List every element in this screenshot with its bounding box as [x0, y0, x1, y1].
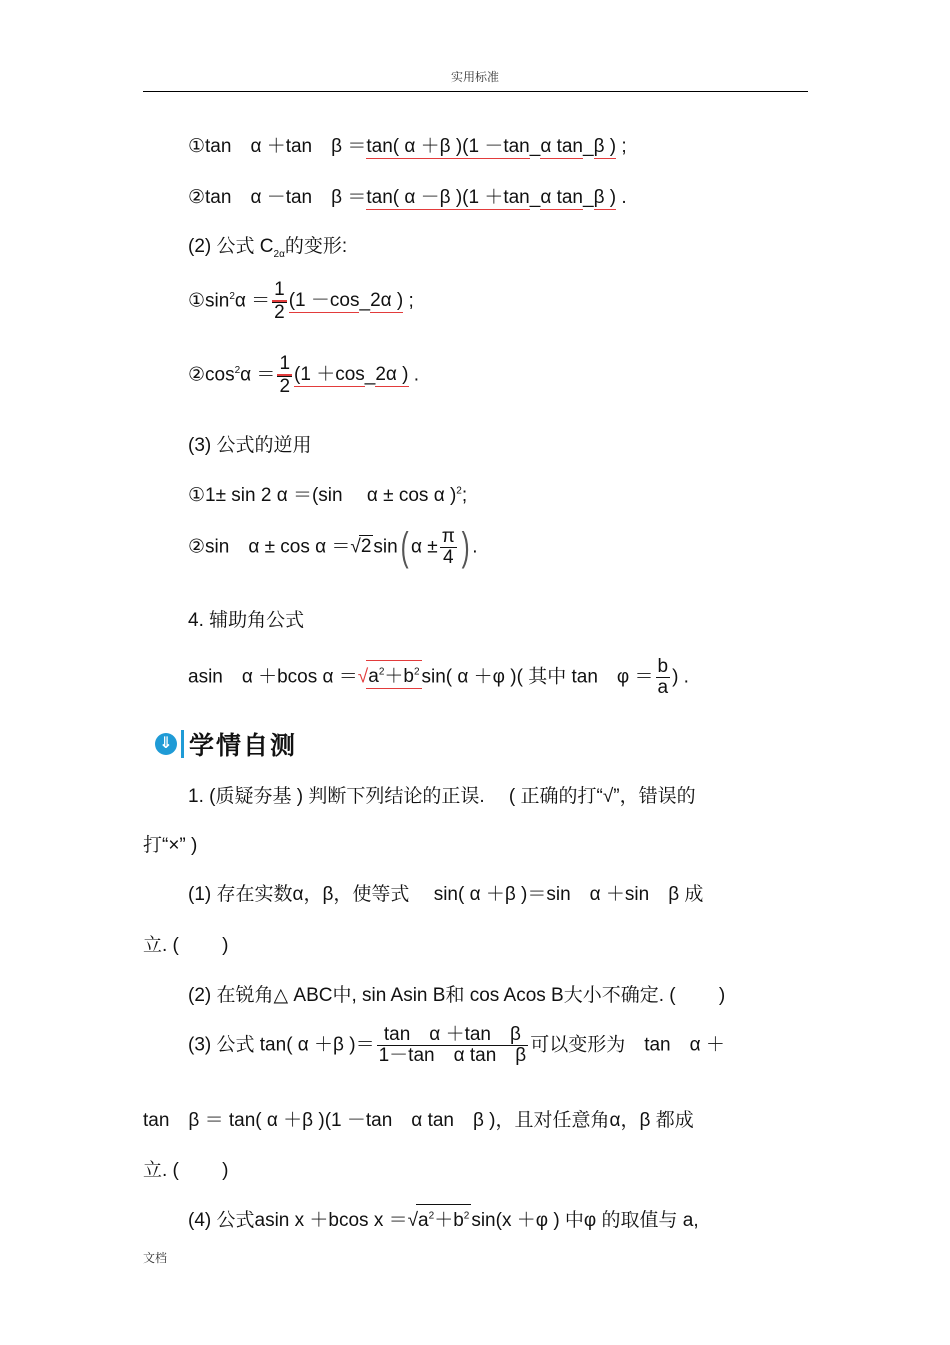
radicand-b: ＋b	[384, 666, 414, 688]
formula-text: sin	[373, 536, 398, 558]
blank-answer: β )	[593, 187, 617, 208]
formula-one-pm-sin	[188, 480, 467, 507]
radicand-a: a	[418, 1210, 429, 1231]
formula-text: sin( α ＋φ )( 其中 tan φ ＝	[421, 666, 654, 688]
section-divider	[181, 730, 184, 758]
fraction-tan-sum	[377, 1025, 529, 1066]
fraction-numerator: tan α ＋tan β	[383, 1024, 521, 1045]
header-rule	[143, 91, 808, 92]
superscript: 2	[229, 291, 235, 303]
formula-lead: ①tan α ＋tan β ＝	[188, 136, 367, 157]
aux-heading: 4. 辅助角公式	[188, 610, 305, 631]
formula-tail: .	[472, 536, 478, 558]
fraction-denominator: 2	[274, 301, 285, 323]
formula-tail: ;	[403, 290, 414, 312]
formula-mid: α ＝	[240, 364, 276, 386]
question-text: 可以变形为 tan α ＋	[530, 1034, 725, 1056]
blank-sep: _	[583, 187, 594, 208]
formula-mid: α ＝	[234, 290, 271, 312]
superscript: 2	[456, 485, 462, 497]
page-header: 实用标准	[450, 70, 499, 84]
heading-text: (2) 公式 C	[188, 236, 274, 257]
fraction-pi-4	[440, 527, 457, 568]
formula-lead: ②tan α －tan β ＝	[188, 187, 367, 208]
fraction-numerator: b	[657, 656, 669, 677]
question-1-3-line-3: 立. ( )	[143, 1160, 229, 1181]
formula-cos-squared	[188, 354, 419, 397]
blank-answer: α tan	[540, 136, 584, 157]
sqrt-radicand: 2	[360, 536, 372, 558]
fraction-denominator: 1－tan α tan β	[378, 1044, 527, 1066]
sqrt-sign: √	[350, 536, 361, 558]
formula-tan-sum	[188, 131, 627, 158]
formula-tail: ;	[461, 485, 468, 506]
blank-answer: tan( α ＋β )(1 －tan	[366, 136, 530, 157]
inverse-heading: (3) 公式的逆用	[188, 435, 312, 456]
fraction-denominator: 4	[440, 547, 457, 568]
formula-auxiliary-angle	[188, 657, 689, 698]
question-1-4	[188, 1204, 699, 1232]
question-text: (3) 公式 tan( α ＋β )＝	[188, 1034, 375, 1056]
down-arrow-icon: ⇓	[155, 733, 177, 755]
question-1-2: (2) 在锐角△ ABC中, sin Asin B和 cos Acos B大小不确定. ( )	[188, 985, 726, 1006]
sqrt-radicand	[366, 660, 421, 689]
superscript: 2	[463, 1210, 470, 1222]
question-1-line-1: 1. (质疑夯基 ) 判断下列结论的正误. ( 正确的打“√”，错误的	[188, 786, 696, 807]
question-1-1-line-1: (1) 存在实数α，β，使等式 sin( α ＋β )＝sin α ＋sin β 成	[188, 884, 704, 905]
formula-lead: ①sin	[188, 290, 230, 312]
blank-answer: β )	[593, 136, 617, 157]
left-paren: (	[400, 525, 409, 570]
formula-text: ①1± sin 2 α ＝(sin α ± cos α )	[188, 485, 457, 506]
sqrt-radicand	[416, 1204, 471, 1232]
blank-sep: _	[529, 136, 541, 157]
question-1-3-line-2: tan β ＝ tan( α ＋β )(1 －tan α tan β )，且对任意角α，β 都成	[143, 1110, 694, 1131]
fraction-numerator: π	[441, 526, 455, 547]
right-paren: )	[461, 525, 470, 570]
page-footer: 文档	[143, 1251, 168, 1265]
blank-sep: _	[583, 136, 594, 157]
formula-tail: .	[616, 187, 627, 208]
radicand-b: ＋b	[434, 1210, 464, 1231]
blank-answer: α tan	[540, 187, 584, 208]
fraction-numerator: 1	[279, 353, 291, 374]
superscript: 2	[428, 1210, 435, 1222]
formula-sin-pm-cos	[188, 527, 477, 568]
blank-answer: (1 －cos	[288, 290, 360, 312]
subscript: 2α	[273, 248, 285, 260]
blank-answer: (1 ＋cos	[294, 364, 365, 386]
formula-sin-squared	[188, 280, 414, 323]
formula-tan-diff	[188, 182, 627, 209]
formula-lead: ②sin α ± cos α ＝	[188, 536, 351, 558]
blank-sep: _	[359, 290, 371, 312]
fraction-denominator: 2	[279, 375, 291, 397]
sqrt-sign: √	[407, 1210, 419, 1231]
sqrt-sign: √	[357, 666, 369, 688]
c2a-heading	[188, 231, 347, 260]
question-1-3-line-1	[188, 1025, 725, 1066]
radicand-a: a	[368, 666, 379, 688]
question-1-line-2: 打“×” )	[143, 835, 198, 856]
formula-lead: ②cos	[188, 364, 235, 386]
blank-answer: 2α )	[370, 290, 404, 312]
formula-tail: ;	[616, 136, 627, 157]
heading-text: 的变形:	[284, 236, 348, 257]
blank-answer: 2α )	[375, 364, 409, 386]
blank-sep: _	[529, 187, 541, 208]
formula-text: α ±	[411, 536, 438, 558]
fraction-b-a	[656, 657, 671, 698]
formula-tail: .	[408, 364, 420, 386]
fraction-denominator: a	[657, 676, 669, 698]
section-title: 学情自测	[189, 732, 298, 760]
fraction-half	[272, 280, 287, 323]
question-1-1-line-2: 立. ( )	[143, 935, 229, 956]
superscript: 2	[413, 667, 420, 679]
question-text: (4) 公式asin x ＋bcos x ＝	[188, 1210, 408, 1231]
superscript: 2	[234, 365, 241, 377]
superscript: 2	[378, 667, 385, 679]
blank-sep: _	[364, 364, 376, 386]
blank-answer: tan( α －β )(1 ＋tan	[366, 187, 530, 208]
section-heading	[155, 726, 297, 762]
fraction-half	[277, 354, 292, 397]
formula-tail: ) .	[672, 666, 689, 688]
formula-lead: asin α ＋bcos α ＝	[188, 666, 358, 688]
fraction-numerator: 1	[274, 279, 285, 300]
question-text: sin(x ＋φ ) 中φ 的取值与 a,	[471, 1210, 699, 1231]
